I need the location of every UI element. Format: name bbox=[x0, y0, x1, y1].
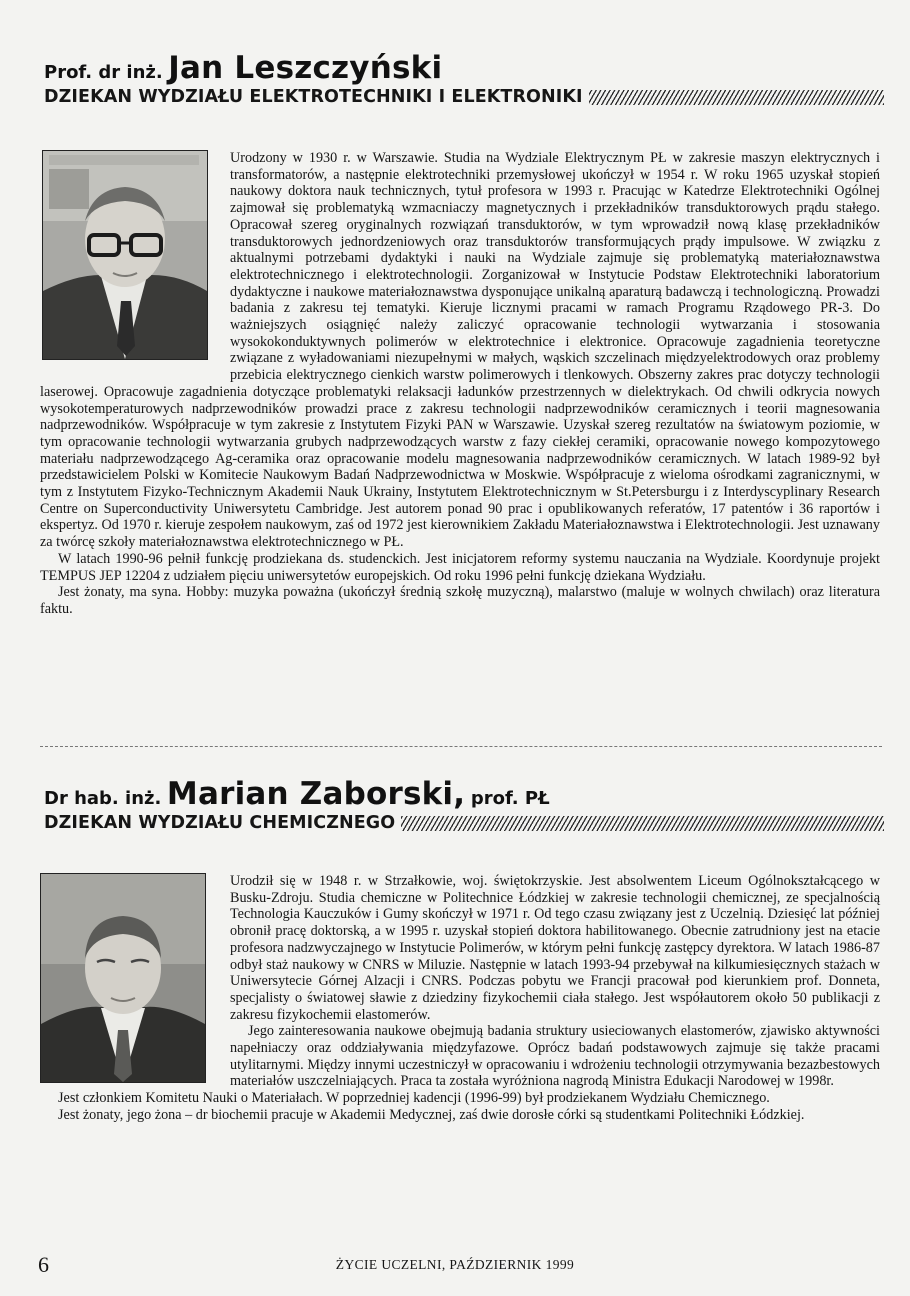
role-line bbox=[44, 813, 884, 833]
person-header-1 bbox=[44, 50, 884, 107]
bio-paragraph: Jest członkiem Komitetu Nauki o Materiałach. W poprzedniej kadencji (1996-99) był prodziekanem Wydziału Chemicznego. bbox=[58, 1090, 770, 1107]
academic-title: Dr hab. inż. bbox=[44, 788, 162, 809]
academic-title: Prof. dr inż. bbox=[44, 62, 163, 83]
bio-paragraph: Urodzony w 1930 r. w Warszawie. Studia na Wydziale Elektrycznym PŁ w zakresie maszyn elektrycznych i transformatorów, a następnie elektrotechniki przemysłowej ukończył w 1954 r. W roku 1965 uzyskał stopień naukowy doktora nauk technicznych, tytuł profesora w 1993 r. Pracując w Katedrze Elektrotechniki Ogólnej zajmował się problematyką wzmacniaczy magnetycznych i przekładników transduktorowych prądu stałego. Opracował szereg oryginalnych rozwiązań transduktorów, w tym wprowadził nową klasę przekładników transduktorowych jednordzeniowych oraz transduktorów transformujących prądy impulsowe. W związku z aktualnymi potrzebami dydaktyki i nauki na Wydziale zajmuje się problematyką materiałoznawstwa elektrotechnicznego i elektrotechnologii. Zorganizował w Instytucie Podstaw Elektrotechniki laboratorium dydaktyczne i naukowe materiałoznawstwa dysponujące unikalną aparaturą badawczą i technologiczną. Prowadzi badania z zakresu tej tematyki. Kieruje licznymi pracami w ramach Programu Rządowego PR-3. Do ważniejszych osiągnięć należy zaliczyć opracowanie technologii wytwarzania i stosowania wysokokonduktywnych polimerów w elektrotechnice i elektronice. Opracowuje zagadnienia teoretyczne związane z wyładowaniami niezupełnymi w małych, wąskich szczelinach międzyelektrodowych oraz problemy przebicia elektrycznego cienkich warstw polimerowych i tlenkowych. Obszerny zakres prac dotyczy technologii laserowej. Opracowuje zagadnienia dotyczące problematyki relaksacji ładunków przestrzennych w dielektrykach. Od chwili odkrycia nowych wysokotemperaturowych nadprzewodników prowadzi prace z zakresu technologii nadprzewodników ceramicznych i teorii magnesowania nadprzewodników. Współpracuje w tym zakresie z Instytutem Fizyki PAN w Warszawie. Uzyskał szereg rezultatów na światowym poziomie, w tym opracowanie technologii wytwarzania grubych nadprzewodzących warstw z fazy ciekłej ceramiki, opracowanie nowego kompozytowego materiału nadprzewodzącego Ag-ceramika oraz opracowanie modelu magnesowania nadprzewodników ceramicznych. W latach 1989-92 był przedstawicielem Polski w Komitecie Naukowym Badań Nadprzewodnictwa w Moskwie. Współpracuje z wieloma ośrodkami zagranicznymi, w tym z Instytutem Fizyko-Technicznym Akademii Nauk Ukrainy, Instytutem Elektrotechnicznym w St.Petersburgu i z Interdyscyplinary Research Centre on Superconductivity Uniwersytetu Cambridge. Jest autorem ponad 90 prac i opublikowanych referatów, 17 patentów i 36 raportów i ekspertyz. Od 1970 r. kieruje zespołem naukowym, zaś od 1972 jest kierownikiem Zakładu Materiałoznawstwa i Elektrotechnologii. Jest uznawany za twórcę szkoły materiałoznawstwa elektrotechnicznego w PŁ. bbox=[40, 150, 880, 551]
biography-zaborski bbox=[40, 873, 880, 1124]
bio-paragraph: Urodził się w 1948 r. w Strzałkowie, woj. świętokrzyskie. Jest absolwentem Liceum Ogólnokształcącego w Busku-Zdroju. Studia chemiczne w Politechnice Łódzkiej w zakresie technologii chemicznej, ze specjalnością Technologia Kauczuków i Gumy skończył w 1971 r. Od tego czasu związany jest z Uczelnią. Dziesięć lat później obronił pracę doktorską, a w 1995 r. uzyskał stopień doktora habilitowanego. Obecnie zatrudniony jest na etacie profesora nadzwyczajnego w Instytucie Polimerów, w którym pełni funkcję zastępcy dyrektora. W latach 1986-87 odbył staż naukowy w CNRS w Miluzie. Następnie w latach 1993-94 przebywał na kilkumiesięcznych stażach w Uniwersytecie Górnej Alzacji i CNRS. Podczas pobytu we Francji pracował pod kierunkiem prof. Donneta, specjalisty o światowej sławie z dziedziny fizykochemii ciała stałego. Jest współautorem około 50 publikacji z zakresu fizykochemii elastomerów. bbox=[230, 873, 880, 1023]
person-name-line bbox=[44, 776, 884, 812]
bio-paragraph: W latach 1990-96 pełnił funkcję prodziekana ds. studenckich. Jest inicjatorem reformy systemu nauczania na Wydziale. Koordynuje projekt TEMPUS JEP 12204 z udziałem pięciu uniwersytetów europejskich. Od roku 1996 pełni funkcję dziekana Wydziału. bbox=[40, 550, 880, 584]
role-line bbox=[44, 87, 884, 107]
person-name-line bbox=[44, 50, 884, 86]
bio-paragraph: Jest żonaty, ma syna. Hobby: muzyka poważna (ukończył średnią szkołę muzyczną), malarstwo (maluje w wolnych chwilach) oraz literatura faktu. bbox=[40, 584, 880, 617]
hatch-decoration bbox=[401, 816, 884, 831]
dean-role: DZIEKAN WYDZIAŁU CHEMICZNEGO bbox=[44, 813, 396, 833]
person-name: Marian Zaborski, bbox=[166, 776, 466, 812]
person-name: Jan Leszczyński bbox=[168, 50, 443, 86]
page-number: 6 bbox=[38, 1252, 49, 1277]
hatch-decoration bbox=[589, 90, 884, 105]
academic-title-suffix: prof. PŁ bbox=[470, 788, 550, 809]
dean-role: DZIEKAN WYDZIAŁU ELEKTROTECHNIKI I ELEKTRONIKI bbox=[44, 87, 583, 107]
section-divider bbox=[40, 746, 882, 747]
biography-leszczynski bbox=[40, 150, 880, 618]
bio-paragraph: Jest żonaty, jego żona – dr biochemii pracuje w Akademii Medycznej, zaś dwie dorosłe córki są studentkami Politechniki Łódzkiej. bbox=[58, 1106, 805, 1123]
photo-text-wrap bbox=[40, 150, 230, 382]
bio-paragraph: Jego zainteresowania naukowe obejmują badania struktury usieciowanych elastomerów, zjawisko aktywności napełniaczy oraz oddziaływania międzyfazowe. Oprócz badań podstawowych zajmuje się także pracami utylitarnymi. Między innymi uczestniczył w opracowaniu i wdrożeniu technologii otrzymywania bezazbestowych materiałów uszczelniających. Praca ta została wyróżniona nagrodą Ministra Edukacji Narodowej w 1998r. bbox=[230, 1023, 880, 1090]
photo-text-wrap bbox=[40, 873, 230, 1089]
running-footer: ŻYCIE UCZELNI, PAŹDZIERNIK 1999 bbox=[335, 1257, 575, 1272]
person-header-2 bbox=[44, 776, 884, 833]
